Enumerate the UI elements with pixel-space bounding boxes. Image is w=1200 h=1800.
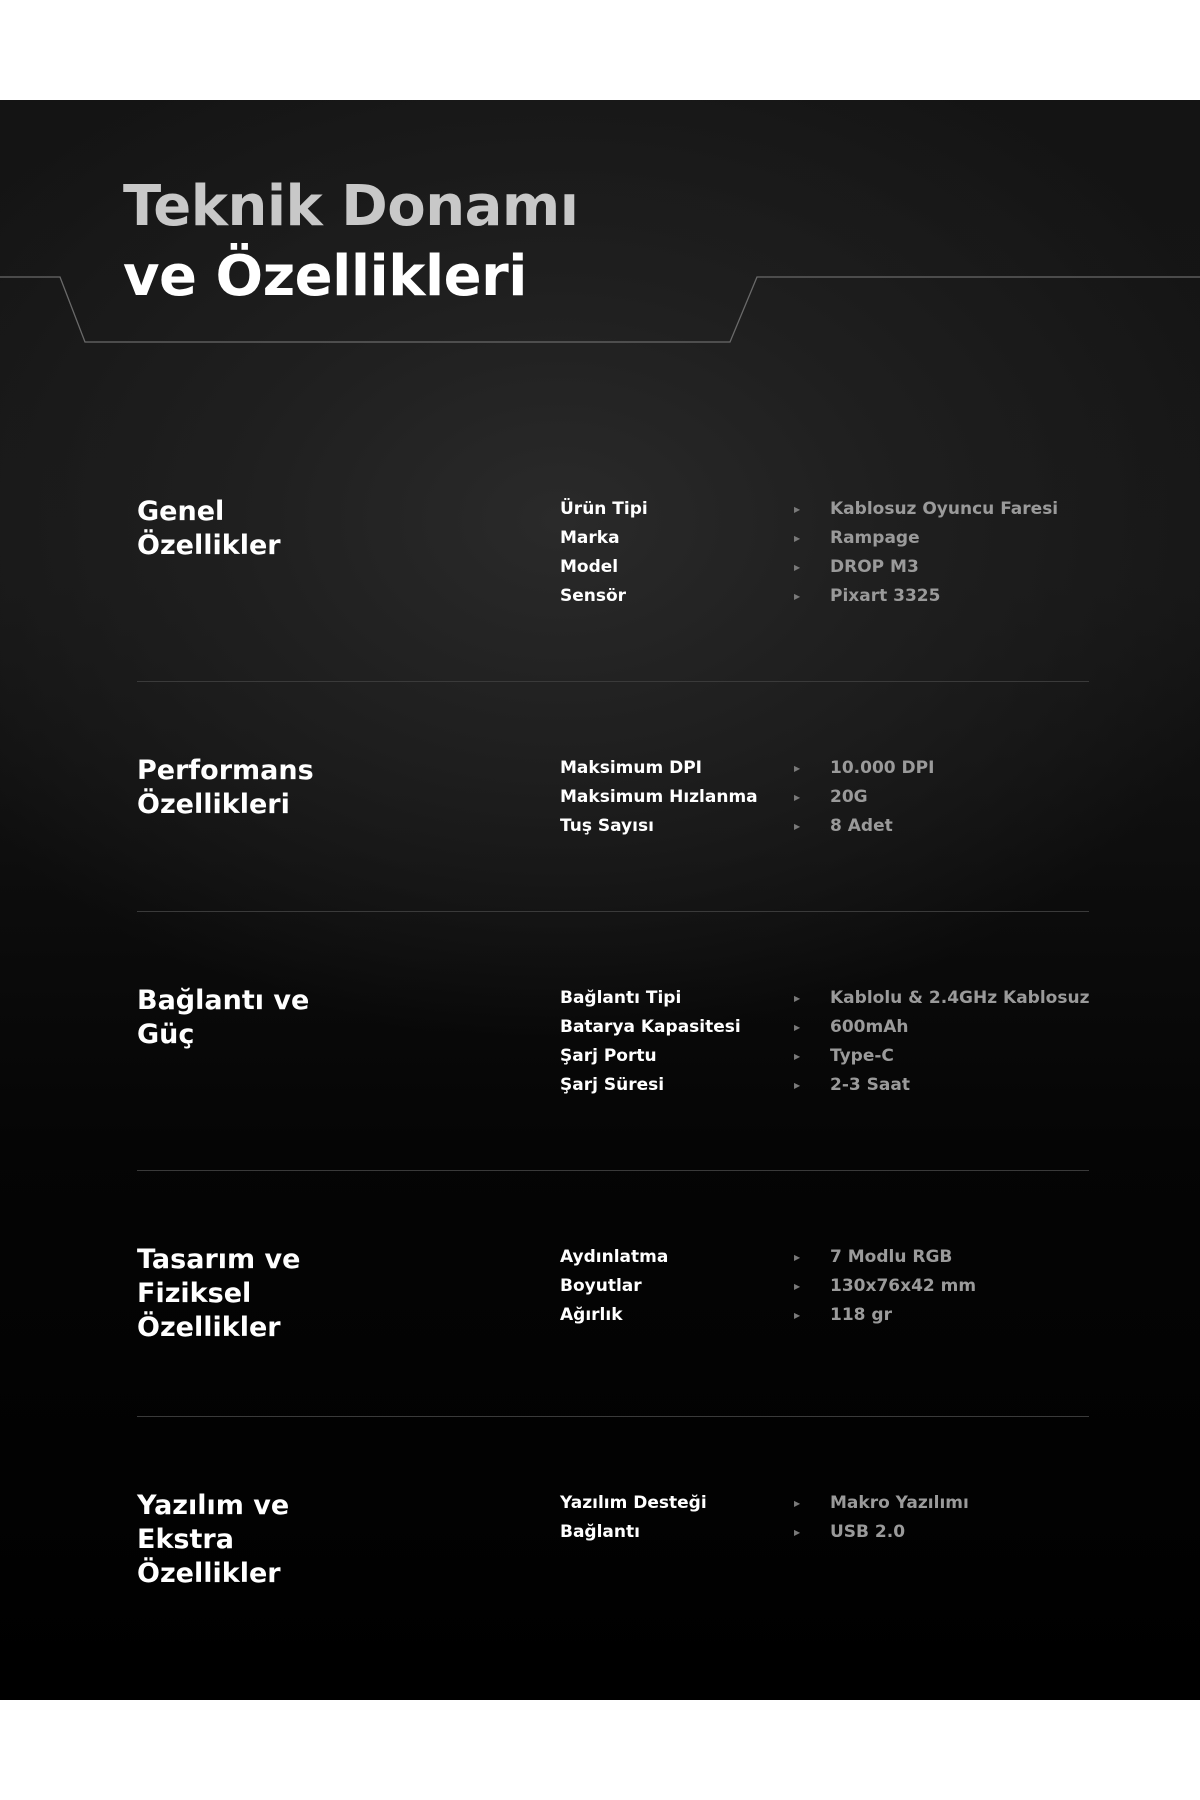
spec-label: Şarj Portu bbox=[560, 1046, 657, 1066]
spec-row bbox=[560, 1518, 1100, 1547]
spec-label: Ürün Tipi bbox=[560, 499, 648, 519]
spec-value: 10.000 DPI bbox=[830, 758, 935, 778]
spec-row bbox=[560, 754, 1100, 783]
bullet-arrow-icon: ▶ bbox=[794, 822, 801, 831]
spec-value: Makro Yazılımı bbox=[830, 1493, 969, 1513]
spec-value: USB 2.0 bbox=[830, 1522, 906, 1542]
spec-row bbox=[560, 582, 1100, 611]
spec-label: Aydınlatma bbox=[560, 1247, 669, 1267]
spec-row bbox=[560, 1071, 1100, 1100]
bullet-arrow-icon: ▶ bbox=[794, 505, 801, 514]
section-title-line: Tasarım ve bbox=[137, 1244, 301, 1275]
spec-row bbox=[560, 1272, 1100, 1301]
spec-label: Maksimum DPI bbox=[560, 758, 702, 778]
section-title-line: Yazılım ve bbox=[137, 1490, 290, 1521]
section-title-line: Fiziksel bbox=[137, 1278, 252, 1309]
spec-list bbox=[560, 754, 1100, 841]
section-title bbox=[137, 984, 517, 1052]
spec-row bbox=[560, 984, 1100, 1013]
spec-label: Ağırlık bbox=[560, 1305, 623, 1325]
specs-panel bbox=[0, 100, 1200, 1700]
section-title-line: Performans bbox=[137, 755, 314, 786]
section-title-line: Bağlantı ve bbox=[137, 985, 310, 1016]
spec-value: Type-C bbox=[830, 1046, 894, 1066]
section-divider bbox=[137, 1416, 1089, 1417]
spec-value: Kablosuz Oyuncu Faresi bbox=[830, 499, 1059, 519]
spec-label: Boyutlar bbox=[560, 1276, 642, 1296]
spec-value: DROP M3 bbox=[830, 557, 919, 577]
bullet-arrow-icon: ▶ bbox=[794, 1081, 801, 1090]
bullet-arrow-icon: ▶ bbox=[794, 1253, 801, 1262]
spec-value: 2-3 Saat bbox=[830, 1075, 910, 1095]
bullet-arrow-icon: ▶ bbox=[794, 592, 801, 601]
spec-row bbox=[560, 1243, 1100, 1272]
spec-label: Yazılım Desteği bbox=[560, 1493, 707, 1513]
bullet-arrow-icon: ▶ bbox=[794, 1023, 801, 1032]
spec-row bbox=[560, 1489, 1100, 1518]
spec-value: 20G bbox=[830, 787, 868, 807]
spec-value: 118 gr bbox=[830, 1305, 892, 1325]
section-divider bbox=[137, 681, 1089, 682]
spec-label: Şarj Süresi bbox=[560, 1075, 665, 1095]
spec-value: Kablolu & 2.4GHz Kablosuz bbox=[830, 988, 1090, 1008]
section-title bbox=[137, 495, 517, 563]
section-title bbox=[137, 1243, 517, 1345]
spec-list bbox=[560, 1243, 1100, 1330]
section-title bbox=[137, 1489, 517, 1591]
bullet-arrow-icon: ▶ bbox=[794, 1528, 801, 1537]
bullet-arrow-icon: ▶ bbox=[794, 563, 801, 572]
bullet-arrow-icon: ▶ bbox=[794, 793, 801, 802]
spec-label: Sensör bbox=[560, 586, 627, 606]
section-title-line: Özellikler bbox=[137, 530, 281, 561]
page-title-line-1: Teknik Donamı bbox=[123, 174, 579, 239]
spec-list bbox=[560, 495, 1100, 611]
spec-label: Batarya Kapasitesi bbox=[560, 1017, 741, 1037]
section-title bbox=[137, 754, 517, 822]
spec-label: Tuş Sayısı bbox=[560, 816, 654, 836]
spec-row bbox=[560, 1301, 1100, 1330]
bullet-arrow-icon: ▶ bbox=[794, 1499, 801, 1508]
page-title-line-2: ve Özellikleri bbox=[123, 244, 527, 309]
spec-row bbox=[560, 495, 1100, 524]
spec-value: Pixart 3325 bbox=[830, 586, 941, 606]
spec-label: Maksimum Hızlanma bbox=[560, 787, 758, 807]
spec-label: Bağlantı Tipi bbox=[560, 988, 682, 1008]
spec-value: 8 Adet bbox=[830, 816, 893, 836]
section-title-line: Özellikler bbox=[137, 1312, 281, 1343]
section-divider bbox=[137, 1170, 1089, 1171]
bullet-arrow-icon: ▶ bbox=[794, 1052, 801, 1061]
spec-row bbox=[560, 812, 1100, 841]
spec-row bbox=[560, 1042, 1100, 1071]
bullet-arrow-icon: ▶ bbox=[794, 994, 801, 1003]
title-frame-line bbox=[0, 276, 1200, 346]
spec-value: 600mAh bbox=[830, 1017, 909, 1037]
spec-row bbox=[560, 524, 1100, 553]
section-title-line: Güç bbox=[137, 1019, 195, 1050]
section-divider bbox=[137, 911, 1089, 912]
spec-value: 130x76x42 mm bbox=[830, 1276, 977, 1296]
section-title-line: Özellikleri bbox=[137, 789, 290, 820]
spec-value: Rampage bbox=[830, 528, 920, 548]
spec-label: Marka bbox=[560, 528, 620, 548]
spec-list bbox=[560, 1489, 1100, 1547]
spec-row bbox=[560, 783, 1100, 812]
spec-row bbox=[560, 1013, 1100, 1042]
bullet-arrow-icon: ▶ bbox=[794, 1282, 801, 1291]
section-title-line: Genel bbox=[137, 496, 225, 527]
spec-value: 7 Modlu RGB bbox=[830, 1247, 953, 1267]
section-title-line: Ekstra bbox=[137, 1524, 234, 1555]
bullet-arrow-icon: ▶ bbox=[794, 764, 801, 773]
spec-label: Model bbox=[560, 557, 619, 577]
bullet-arrow-icon: ▶ bbox=[794, 1311, 801, 1320]
spec-row bbox=[560, 553, 1100, 582]
bullet-arrow-icon: ▶ bbox=[794, 534, 801, 543]
spec-label: Bağlantı bbox=[560, 1522, 640, 1542]
section-title-line: Özellikler bbox=[137, 1558, 281, 1589]
spec-list bbox=[560, 984, 1100, 1100]
